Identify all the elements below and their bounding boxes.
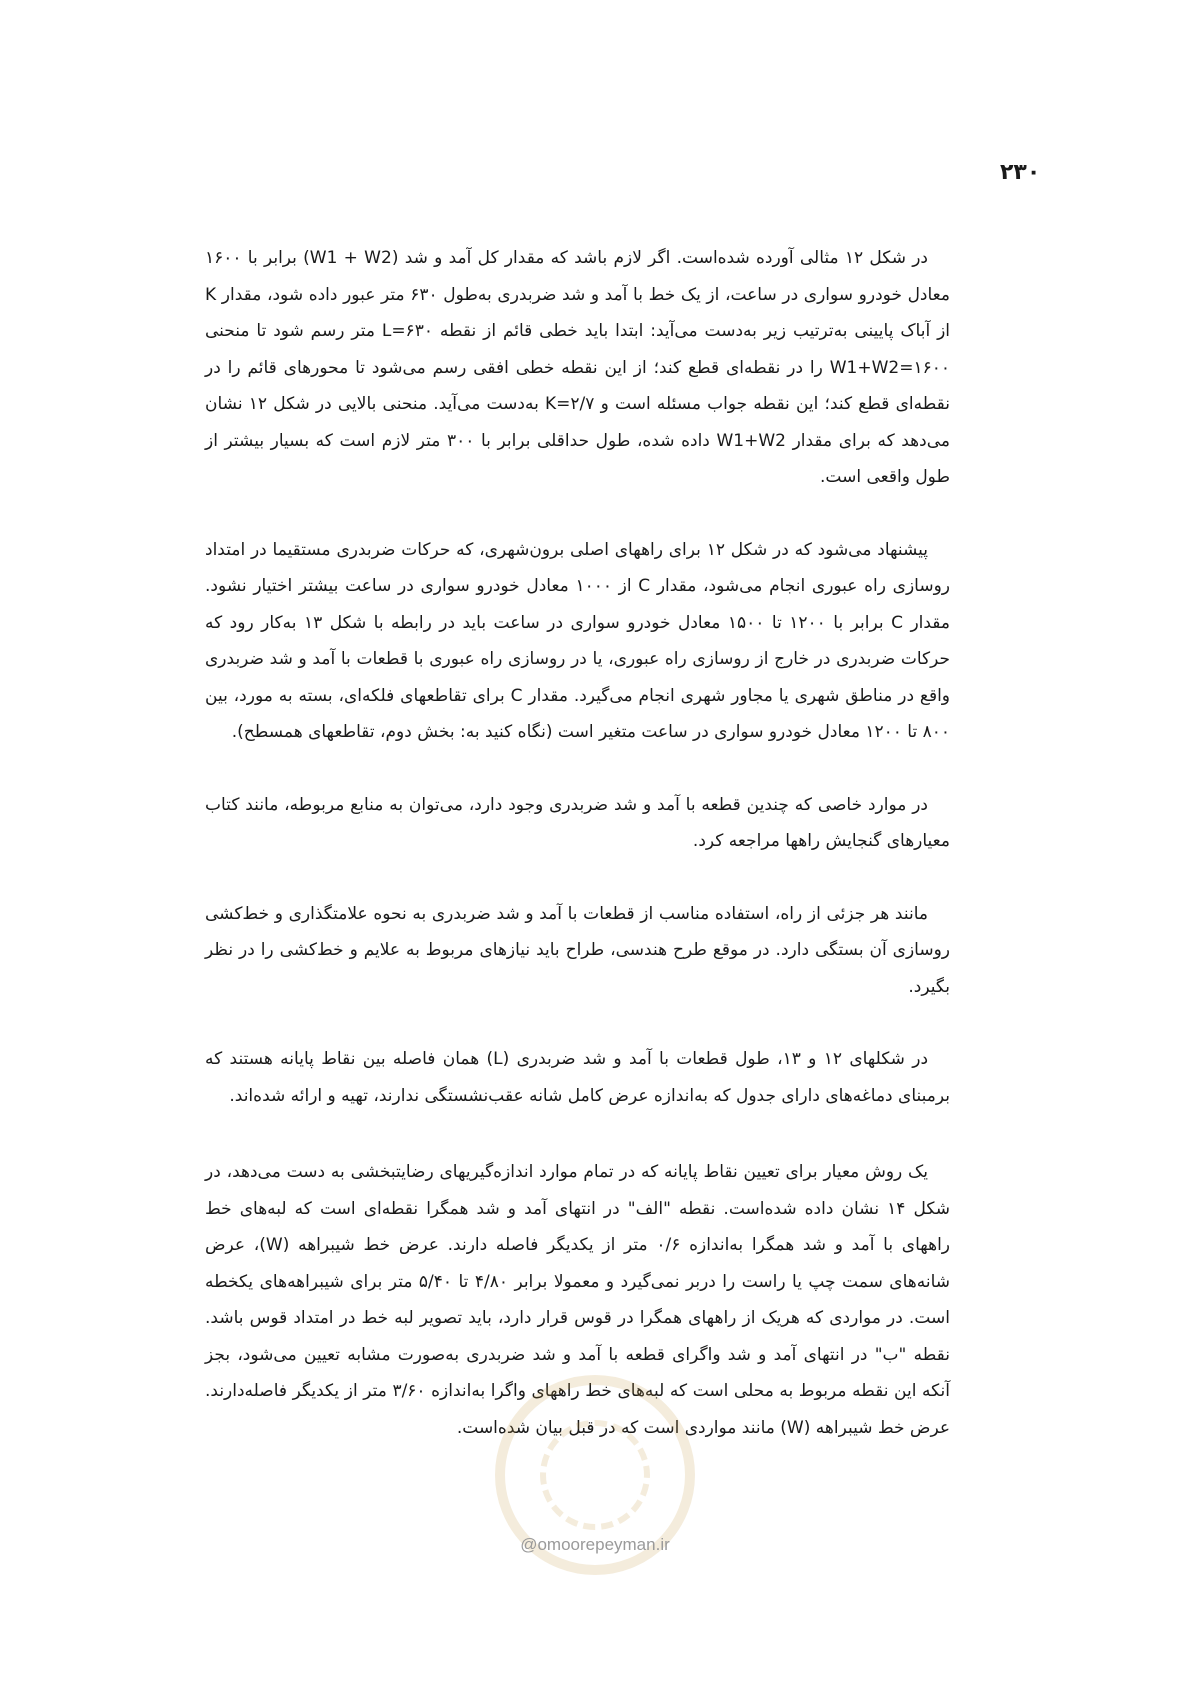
watermark-text: @omoorepeyman.ir [520,1535,670,1554]
page-number: ۲۳۰ [1000,160,1041,185]
paragraph-length-l: در شکلهای ۱۲ و ۱۳، طول قطعات با آمد و شد ضربدری (L) همان فاصله بین نقاط پایانه هستند که برمبنای دماغه‌های دارای جدول که به‌اندازه عرض کامل شانه عقب‌نشستگی ندارند، تهیه و ارائه شده‌اند. [205,1049,950,1106]
paragraph-marking: مانند هر جزئی از راه، استفاده مناسب از قطعات با آمد و شد ضربدری به نحوه علامتگذاری و خط‌کشی روسازی آن بستگی دارد. در موقع طرح هندسی، طراح باید نیازهای مربوط به علایم و خط‌کشی را در نظر بگیرد. [205,903,950,997]
paragraph-terminal-points: یک روش معیار برای تعیین نقاط پایانه که در تمام موارد اندازه‌گیریهای رضایتبخشی به دست می‌دهد، در شکل ۱۴ نشان داده شده‌است. نقطه "الف" در انتهای آمد و شد همگرا نقطه‌ای است که لبه‌های خط راههای با آمد و شد همگرا به‌اندازه ۰/۶ متر از یکدیگر فاصله دارند. عرض خط شیبراهه (W)، عرض شانه‌های سمت چپ یا راست را دربر نمی‌گیرد و معمولا برابر ۴/۸۰ تا ۵/۴۰ متر برای شیبراهه‌های یکخطه است. در مواردی که هریک از راههای همگرا در قوس قرار دارد، باید تصویر لبه خط در امتداد قوس باشد. نقطه "ب" در انتهای آمد و شد واگرای قطعه با آمد و شد ضربدری به‌صورت مشابه تعیین می‌شود، بجز آنکه این نقطه مربوط به محلی است که لبه‌های خط راههای واگرا به‌اندازه ۳/۶۰ متر از یکدیگر فاصله‌دارند. عرض خط شیبراهه (W) مانند مواردی است که در قبل بیان شده‌است. [205,1162,951,1438]
page-body [205,240,950,1446]
paragraph-special-cases: در موارد خاصی که چندین قطعه با آمد و شد ضربدری وجود دارد، می‌توان به منابع مربوطه، مانند کتاب معیارهای گنجایش راهها مراجعه کرد. [205,794,950,851]
paragraph-capacity-c: پیشنهاد می‌شود که در شکل ۱۲ برای راههای اصلی برون‌شهری، که حرکات ضربدری مستقیما در امتداد روسازی راه عبوری انجام می‌شود، مقدار C از ۱۰۰۰ معادل خودرو سواری در ساعت بیشتر اختیار نشود. مقدار C برابر با ۱۲۰۰ تا ۱۵۰۰ معادل خودرو سواری در ساعت باید در رابطه با شکل ۱۳ به‌کار رود که حرکات ضربدری در خارج از روسازی راه عبوری، یا در روسازی راه عبوری با قطعات با آمد و شد ضربدری واقع در مناطق شهری یا مجاور شهری انجام می‌گیرد. مقدار C برای تقاطعهای فلکه‌ای، بسته به مورد، بین ۸۰۰ تا ۱۲۰۰ معادل خودرو سواری در ساعت متغیر است (نگاه کنید به: بخش دوم، تقاطعهای همسطح). [205,539,951,742]
paragraph-example-fig12: در شکل ۱۲ مثالی آورده شده‌است. اگر لازم باشد که مقدار کل آمد و شد (W1 + W2) برابر با ۱۶۰۰ معادل خودرو سواری در ساعت، از یک خط با آمد و شد ضربدری به‌طول ۶۳۰ متر عبور داده شود، مقدار K از آباک پایینی به‌ترتیب زیر به‌دست می‌آید: ابتدا باید خطی قائم از نقطه L=۶۳۰ متر رسم شود تا منحنی W1+W2=۱۶۰۰ را در نقطه‌ای قطع کند؛ از این نقطه خطی افقی رسم می‌شود تا محورهای قائم را در نقطه‌ای قطع کند؛ این نقطه جواب مسئله است و K=۲/۷ به‌دست می‌آید. منحنی بالایی در شکل ۱۲ نشان می‌دهد که برای مقدار W1+W2 داده شده، طول حداقلی برابر با ۳۰۰ متر لازم است که بسیار بیشتر از طول واقعی است. [205,248,951,487]
